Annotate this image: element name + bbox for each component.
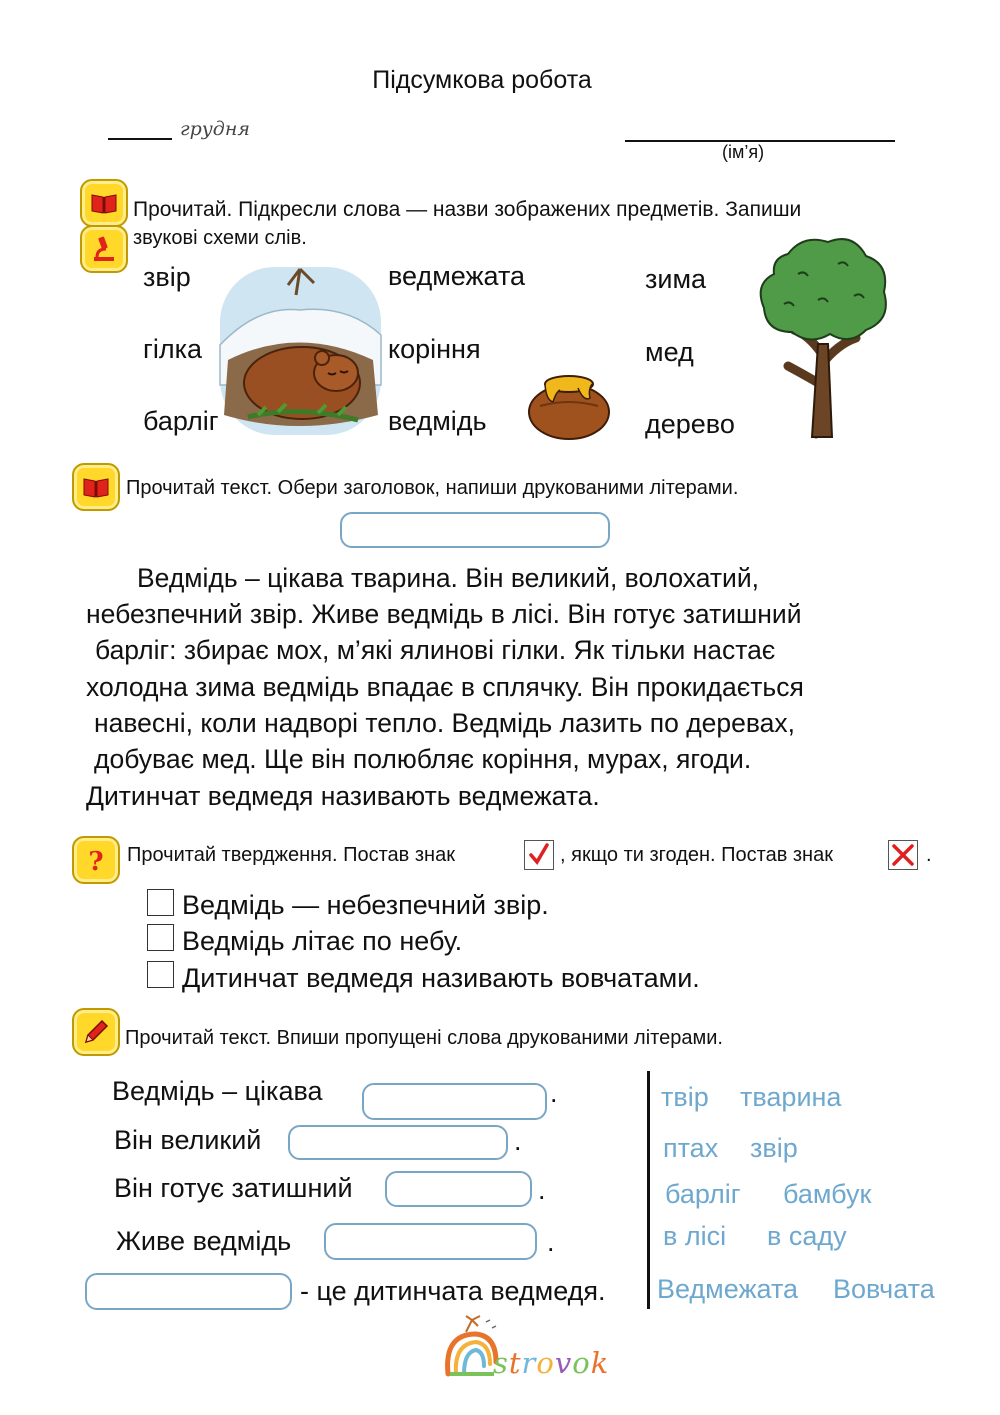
passage-line-6: добуває мед. Ще він полюбляє коріння, мурах, ягоди. [94, 744, 752, 774]
word-zyma[interactable]: зима [645, 264, 707, 294]
option-zvir[interactable]: звір [750, 1133, 798, 1163]
book-icon [89, 188, 119, 218]
word-vedmid[interactable]: ведмідь [388, 406, 487, 436]
option-tvir[interactable]: твір [661, 1082, 709, 1112]
title-input[interactable] [340, 512, 610, 548]
answer-input-4[interactable] [324, 1223, 537, 1260]
word-zvir[interactable]: звір [143, 262, 191, 292]
word-korinnia[interactable]: коріння [388, 334, 481, 364]
task3-instruction-3: . [926, 844, 932, 866]
tree-picture [758, 234, 893, 439]
sentence-2-after: . [514, 1126, 522, 1156]
name-caption: (ім’я) [722, 142, 765, 162]
pencil-badge [72, 1008, 120, 1056]
date-line[interactable] [108, 138, 172, 140]
option-tvaryna[interactable]: тварина [740, 1082, 842, 1112]
sentence-4-after: . [547, 1227, 555, 1257]
check-icon [525, 841, 553, 869]
task1-instruction-2: звукові схеми слів. [133, 227, 307, 249]
passage-line-5: навесні, коли надворі тепло. Ведмідь лазить по деревах, [94, 708, 796, 738]
option-v-lisi[interactable]: в лісі [663, 1221, 727, 1251]
month-label: грудня [180, 118, 250, 140]
book-badge-2 [72, 463, 120, 511]
passage-line-2: небезпечний звір. Живе ведмідь в лісі. Він готує затишний [86, 599, 802, 629]
page-title: Підсумкова робота [372, 66, 592, 94]
cross-icon [889, 841, 917, 869]
sentence-3-after: . [538, 1175, 546, 1205]
option-vovchata[interactable]: Вовчата [833, 1274, 935, 1304]
word-derevo[interactable]: дерево [645, 409, 735, 439]
sentence-3-before: Він готує затишний [114, 1173, 353, 1203]
passage-line-7: Дитинчат ведмедя називають ведмежата. [86, 781, 600, 811]
option-ptakh[interactable]: птах [663, 1133, 719, 1163]
statement-2: Ведмідь літає по небу. [182, 926, 463, 956]
task1-instruction-1: Прочитай. Підкресли слова — назви зображених предметів. Запиши [133, 198, 802, 221]
svg-text:?: ? [88, 847, 104, 875]
statement-checkbox-2[interactable] [147, 924, 174, 951]
sentence-2-before: Він великий [114, 1125, 262, 1155]
statement-checkbox-1[interactable] [147, 889, 174, 916]
sentence-5-after: - це дитинчата ведмедя. [300, 1276, 606, 1306]
sentence-4-before: Живе ведмідь [116, 1226, 292, 1256]
check-sign-sample [524, 840, 554, 870]
answer-input-3[interactable] [385, 1171, 532, 1207]
options-divider [647, 1071, 650, 1309]
question-badge [72, 836, 120, 884]
task4-instruction: Прочитай текст. Впиши пропущені слова друкованими літерами. [125, 1027, 723, 1049]
word-barlih[interactable]: барліг [143, 406, 219, 436]
bear-den-picture [218, 265, 383, 437]
answer-input-1[interactable] [362, 1083, 547, 1120]
pencil-icon [81, 1017, 111, 1047]
option-vedmezhata[interactable]: Ведмежата [657, 1274, 799, 1304]
logo-text: strovok [493, 1346, 610, 1380]
sentence-1-before: Ведмідь – цікава [112, 1076, 323, 1106]
answer-input-5[interactable] [85, 1273, 292, 1310]
option-v-sadu[interactable]: в саду [767, 1221, 847, 1251]
question-icon [81, 845, 111, 875]
task2-instruction: Прочитай текст. Обери заголовок, напиши друкованими літерами. [126, 477, 739, 499]
cross-sign-sample [888, 840, 918, 870]
statement-checkbox-3[interactable] [147, 961, 174, 988]
passage-line-4: холодна зима ведмідь впадає в сплячку. Він прокидається [86, 672, 804, 702]
statement-1: Ведмідь — небезпечний звір. [182, 890, 549, 920]
answer-input-2[interactable] [288, 1125, 508, 1160]
microscope-badge [80, 225, 128, 273]
word-med[interactable]: мед [645, 337, 694, 367]
honey-pot-picture [526, 372, 612, 440]
book-badge [80, 179, 128, 227]
task3-instruction-2: , якщо ти згоден. Постав знак [560, 844, 833, 866]
option-bambuk[interactable]: бамбук [783, 1179, 872, 1209]
statement-3: Дитинчат ведмедя називають вовчатами. [182, 963, 700, 993]
book-icon [81, 472, 111, 502]
passage-line-1: Ведмідь – цікава тварина. Він великий, волохатий, [137, 563, 760, 593]
passage-line-3: барліг: збирає мох, м’які ялинові гілки. Як тільки настає [95, 635, 776, 665]
microscope-icon [89, 234, 119, 264]
sentence-1-after: . [550, 1078, 558, 1108]
option-barlih[interactable]: барліг [665, 1179, 741, 1209]
task3-instruction-1: Прочитай твердження. Постав знак [127, 844, 455, 866]
word-vedmezhata[interactable]: ведмежата [388, 261, 526, 291]
word-hilka[interactable]: гілка [143, 334, 203, 364]
